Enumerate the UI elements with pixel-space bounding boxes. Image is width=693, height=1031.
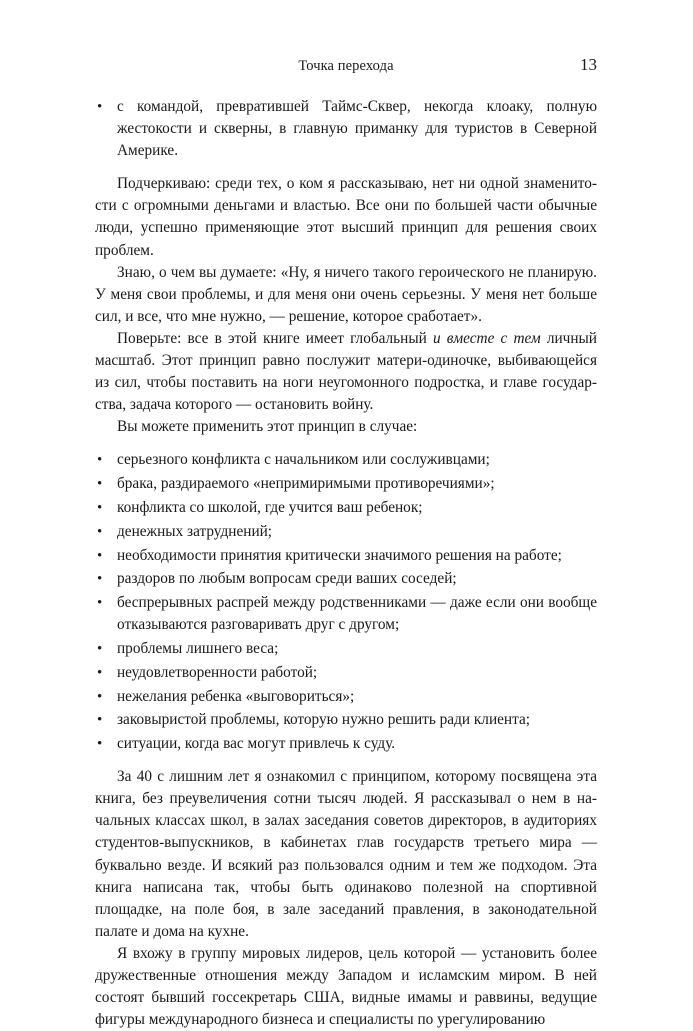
paragraph: Вы можете применить этот принцип в случае: xyxy=(117,418,418,436)
list-item: • ситуации, когда вас могут привлечь к суду. xyxy=(95,733,597,755)
paragraph xyxy=(95,328,597,416)
list-item: • нежелания ребенка «выговориться»; xyxy=(95,686,597,708)
list-item: • необходимости принятия критически значимого решения на работе; xyxy=(95,545,597,567)
page-number: 13 xyxy=(580,55,597,74)
list-item: • брака, раздираемого «непримиримыми противоречиями»; xyxy=(95,473,597,495)
list-item: • с командой, превратившей Таймс-Сквер, некогда клоаку, полную жестокости и скверны, в главную приманку для туристов в Северной Америке. xyxy=(95,96,597,162)
list-item: • беспрерывных распрей между родственниками — даже если они вообще отказываются разговаривать друг с другом; xyxy=(95,592,597,636)
list-item: • проблемы лишнего веса; xyxy=(95,638,597,660)
paragraph: За 40 с лишним лет я ознакомил с принципом, которому посвящена эта книга, без преувеличения сотни тысяч людей. Я рассказывал о нем в начальных классах школ, в залах заседания советов директоров, в аудиториях студентов-выпускников, в кабинетах глав государств третьего мира — буквально везде. И всякий раз пользовался одним и тем же подходом. Эта книга написана так, чтобы быть одинаково полезной на спортивной площадке, на поле боя, в зале заседаний правления, в законодательной палате и дома на кухне. xyxy=(95,768,597,940)
list-item: • раздоров по любым вопросам среди ваших соседей; xyxy=(95,568,597,590)
list-item: • денежных затруднений; xyxy=(95,521,597,543)
page-body xyxy=(95,96,597,1031)
list-item: • конфликта со школой, где учится ваш ребенок; xyxy=(95,497,597,519)
paragraph: Я вхожу в группу мировых лидеров, цель которой — установить более дружественные отношения между Западом и исламским миром. В ней состоят бывший госсекретарь США, видные имамы и раввины, ведущие фигуры международного бизнеса и специалисты по урегулированию xyxy=(95,944,597,1029)
book-page xyxy=(95,52,597,1031)
cases-bullet-list xyxy=(95,449,597,755)
running-header xyxy=(95,52,597,82)
paragraph: Подчеркиваю: среди тех, о ком я рассказываю, нет ни одной знаменитости с огромными деньгами и властью. Все они по большей части обычные люди, успешно применяющие этот высший принцип для решения своих проблем. xyxy=(95,175,597,259)
lead-bullet-list xyxy=(95,96,597,162)
paragraph-text: Поверьте: все в этой книге имеет глобальный xyxy=(117,329,433,347)
italic-emphasis: и вместе с тем xyxy=(432,329,541,347)
list-item: • неудовлетворенности работой; xyxy=(95,662,597,684)
list-item: • серьезного конфликта с начальником или сослуживцами; xyxy=(95,449,597,471)
running-title: Точка перехода xyxy=(298,58,394,74)
list-item: • заковыристой проблемы, которую нужно решить ради клиента; xyxy=(95,709,597,731)
paragraph: Знаю, о чем вы думаете: «Ну, я ничего такого героического не планирую. У меня свои проблемы, и для меня они очень серьезны. У меня нет больше сил, и все, что мне нужно, — решение, которое сработает». xyxy=(95,263,597,325)
paragraph-text: личный масштаб. Этот принцип равно послужит матери-одиночке, выбивающейся из сил, чтобы поставить на ноги неугомонного подростка, и главе государства, задача которого — остановить войну. xyxy=(95,329,597,414)
